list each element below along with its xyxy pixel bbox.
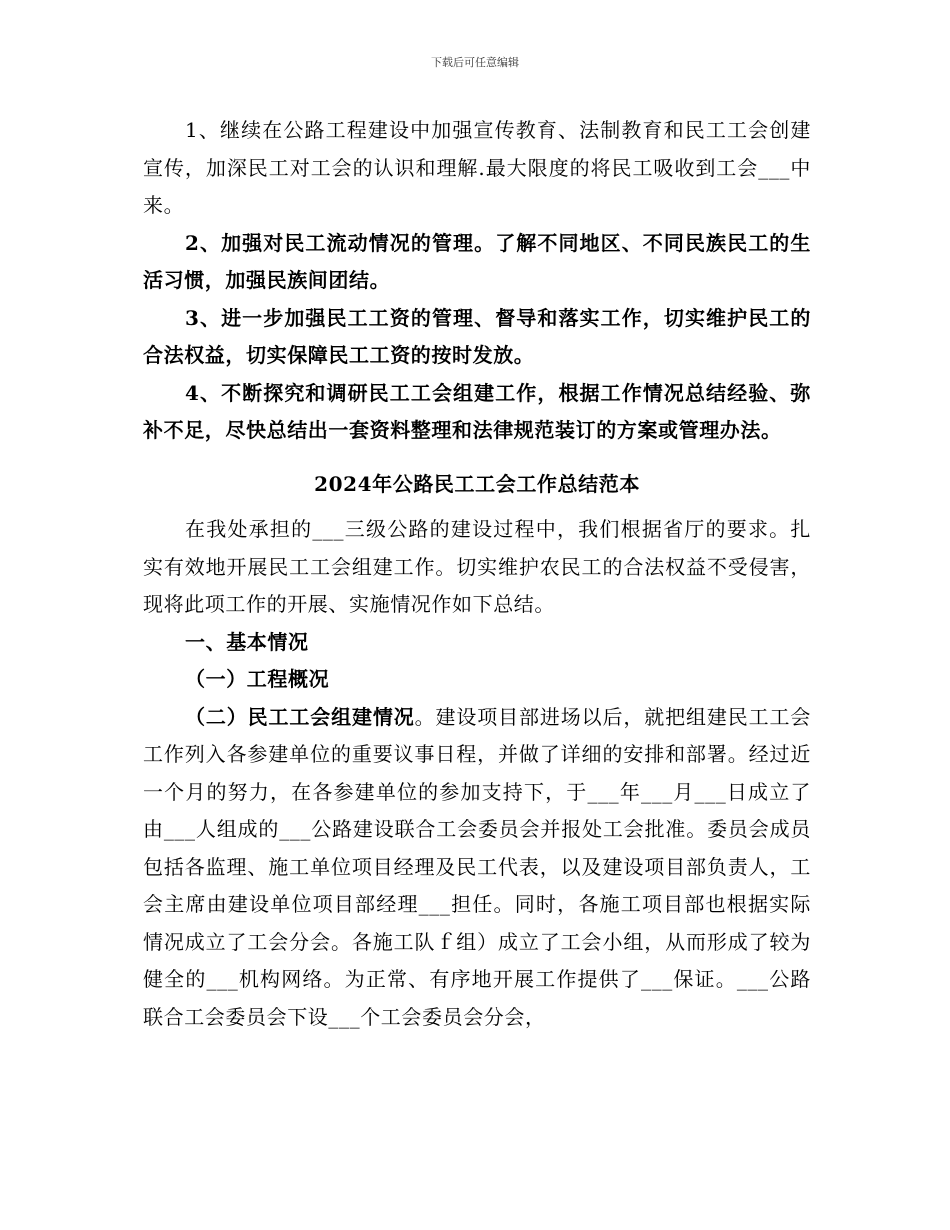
- paragraph-6: [143, 699, 811, 1037]
- paragraph-5: 在我处承担的___三级公路的建设过程中，我们根据省厅的要求。扎实有效地开展民工工会组建工作。切实维护农民工的合法权益不受侵害，现将此项工作的开展、实施情况作如下总结。: [143, 517, 811, 616]
- page-header: 下载后可任意编辑: [431, 56, 519, 69]
- section-heading-2: （一）工程概况: [185, 667, 330, 691]
- paragraph-6-heading: （二）民工工会组建情况: [185, 704, 415, 729]
- paragraph-6-body: 。建设项目部进场以后，就把组建民工工会工作列入各参建单位的重要议事日程，并做了详细的安排和部署。经过近一个月的努力，在各参建单位的参加支持下，于___年___月___日成立了由___人组成的___公路建设联合工会委员会并报处工会批准。委员会成员包括各监理、施工单位项目经理及民工代表，以及建设项目部负责人，工会主席由建设单位项目部经理___担任。同时，各施工项目部也根据实际情况成立了工会分会。各施工队ｆ组）成立了工会小组，从而形成了较为健全的___机构网络。为正常、有序地开展工作提供了___保证。___公路联合工会委员会下设___个工会委员会分会，: [143, 704, 811, 1029]
- paragraph-2: 2、加强对民工流动情况的管理。了解不同地区、不同民族民工的生活习惯，加强民族间团结。: [143, 230, 811, 292]
- paragraph-4: 4、不断探究和调研民工工会组建工作，根据工作情况总结经验、弥补不足，尽快总结出一套资料整理和法律规范装订的方案或管理办法。: [143, 380, 811, 442]
- paragraph-3: 3、进一步加强民工工资的管理、督导和落实工作，切实维护民工的合法权益，切实保障民工工资的按时发放。: [143, 305, 811, 367]
- section-heading-1: 一、基本情况: [185, 629, 309, 654]
- document-body: [143, 112, 811, 1036]
- paragraph-1: 1、继续在公路工程建设中加强宣传教育、法制教育和民工工会创建宣传，加深民工对工会的认识和理解.最大限度的将民工吸收到工会___中来。: [143, 118, 811, 217]
- document-title: 2024年公路民工工会工作总结范本: [314, 471, 640, 496]
